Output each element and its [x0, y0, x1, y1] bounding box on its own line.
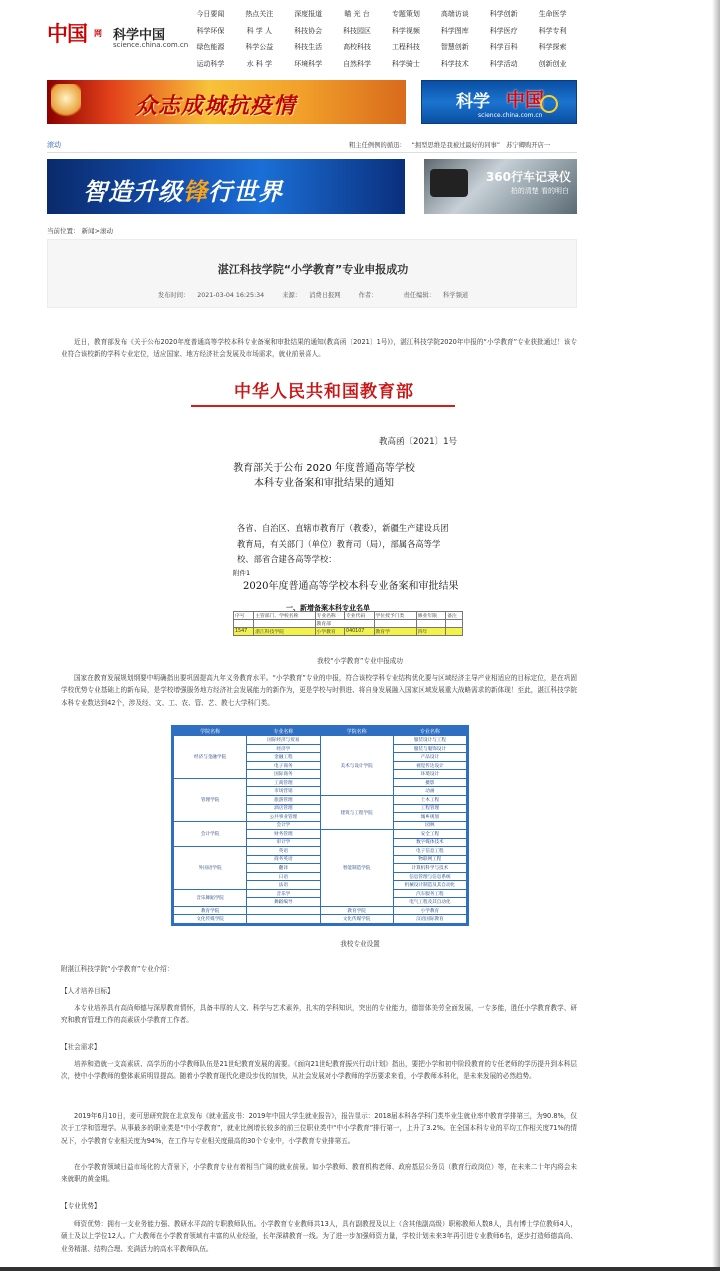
nav-link[interactable]: 科学创新 [489, 10, 518, 18]
majors-major: 数字媒体技术 [393, 838, 466, 847]
section-heading-goal: 【人才培养目标】 [61, 987, 114, 995]
majors-college: 外国语学院 [174, 847, 247, 890]
page-bottom-edge [0, 1267, 720, 1271]
banner-dashcam-sub: 拍的清楚 看的明白 [510, 187, 569, 195]
image-caption-2: 我校专业设置 [340, 940, 380, 948]
majors-major: 物联网工程 [393, 855, 466, 864]
doc-table [233, 611, 463, 636]
nav-link[interactable]: 高端访谈 [440, 10, 469, 18]
editor-label: 责任编辑： [403, 292, 435, 299]
dashcam-graphic [430, 169, 468, 197]
nav-row [186, 39, 577, 56]
logo-url: science.china.com.cn [113, 41, 189, 49]
majors-major [247, 915, 320, 924]
nav-link[interactable]: 环境科学 [294, 59, 323, 68]
nav-link[interactable]: 深度报道 [294, 10, 323, 18]
nav-link[interactable]: 自然科学 [343, 59, 372, 68]
majors-college: 教育学院 [320, 906, 393, 915]
doc-table-cell [416, 620, 445, 628]
majors-college: 文化传媒学院 [320, 915, 393, 924]
breadcrumb-sep: > [94, 227, 101, 235]
majors-major: 服装设计与工程 [393, 736, 466, 745]
doc-table-header [234, 612, 463, 620]
article-paragraph-3: 本专业培养具有高尚师德与深厚教育情怀，具备丰厚的人文、科学与艺术素养，扎实的学科知识，突出的专业能力，德智体美劳全面发展，一专多能，胜任小学教育教学、研究和教育管理工作的高素质小学教育工作者。 [61, 1004, 577, 1025]
doc-table-header-cell: 学位授予门类 [374, 612, 416, 620]
section-heading-advantage: 【专业优势】 [61, 1202, 101, 1210]
nav-link[interactable]: 智慧创新 [440, 43, 469, 51]
news-ticker [349, 140, 577, 149]
doc-table-cell [374, 620, 416, 628]
majors-major: 安全工程 [393, 830, 466, 839]
banner-smart-text [83, 172, 283, 207]
doc-number: 教高函〔2021〕1号 [378, 437, 457, 447]
page-edge-shadow [712, 0, 720, 1271]
nav-link[interactable]: 科学视频 [391, 26, 420, 35]
nav-link[interactable]: 工程科技 [391, 43, 420, 51]
doc-table-header-cell: 备注 [446, 612, 463, 620]
banner-smart-manufacturing[interactable] [47, 159, 405, 214]
majors-major: 舞蹈编导 [247, 898, 320, 907]
banner-dashcam[interactable] [424, 159, 577, 214]
source-value: 消费日报网 [309, 292, 341, 299]
majors-major: 工商管理 [247, 778, 320, 787]
breadcrumb-news[interactable]: 新闻 [81, 227, 95, 235]
nav-link[interactable]: 科技协会 [294, 26, 323, 35]
nav-link[interactable]: 科学医疗 [489, 26, 518, 35]
banner-science-china[interactable] [421, 80, 577, 124]
majors-header-cell: 专业名称 [393, 727, 466, 736]
majors-college: 智能制造学院 [320, 830, 393, 907]
majors-row [174, 736, 467, 745]
doc-title-line1: 教育部关于公布 2020 年度普通高等学校 [233, 463, 415, 474]
majors-major: 财务管理 [247, 830, 320, 839]
article-paragraph-7: 师资优势：拥有一支业务能力强、教研水平高的专职教师队伍。小学教育专业教师共13人，具有副教授及以上（含其他副高级）职称教师人数8人，具有博士学位教师4人，硕士及以上学位12人。广大教师在小学教育领域有丰富的从业经验，长年深耕教育一线。为了进一步加强师资力量，学校计划未来3年再引进专业教师6名，逐步打造师德高尚、业务精湛、结构合理、充满活力的高水平教师队伍。 [61, 1220, 577, 1253]
author [355, 292, 390, 299]
doc-table-cell: 040107 [345, 628, 374, 636]
nav-link[interactable]: 绿色能源 [196, 43, 225, 51]
nav-link[interactable]: 科学技术 [440, 59, 469, 68]
majors-major: 翻译 [247, 864, 320, 873]
majors-major: 视觉传达设计 [393, 761, 466, 770]
majors-major: 城乡规划 [393, 813, 466, 822]
majors-header-row [174, 727, 467, 736]
majors-college: 建筑与工程学院 [320, 795, 393, 829]
majors-major: 日语 [247, 872, 320, 881]
nav-link[interactable]: 生命医学 [538, 10, 567, 18]
doc-table-cell: 教育学 [374, 628, 416, 636]
nav-link[interactable]: 高校科技 [343, 43, 372, 51]
majors-college: 教育学院 [174, 906, 247, 915]
majors-major: 汉语国际教育 [393, 915, 466, 924]
doc-table-cell: 1547 [234, 628, 254, 636]
majors-major: 会计学 [247, 821, 320, 830]
banner-smart-text-c: 行世界 [208, 178, 283, 206]
nav-link[interactable]: 科学环保 [196, 26, 225, 35]
article-paragraph-6: 在小学教育领域日益市场化的大背景下，小学教育专业有着相当广阔的就业前景。如小学教师、教育机构老师、政府基层公务员（教育行政岗位）等，在未来二十年内将会未来就职的黄金期。 [61, 1163, 577, 1184]
majors-major: 国际经济与贸易 [247, 736, 320, 745]
breadcrumb [47, 226, 113, 235]
banner-science-text: 科学 [456, 92, 490, 112]
majors-major: 工程管理 [393, 804, 466, 813]
majors-major: 电气工程及其自动化 [393, 898, 466, 907]
nav-row [186, 6, 577, 23]
nav-link[interactable]: 科技园区 [343, 26, 372, 35]
majors-table-image [171, 725, 469, 926]
majors-major: 服装与服饰设计 [393, 744, 466, 753]
majors-college: 经济与金融学院 [174, 736, 247, 779]
majors-major: 市场营销 [247, 787, 320, 796]
majors-row [174, 906, 467, 915]
majors-major: 经济学 [247, 744, 320, 753]
majors-college: 美术与设计学院 [320, 736, 393, 796]
majors-major: 计算机科学与技术 [393, 864, 466, 873]
breadcrumb-roll[interactable]: 滚动 [100, 227, 114, 235]
majors-major: 汽车服务工程 [393, 889, 466, 898]
majors-major: 法语 [247, 881, 320, 890]
doc-attachment-label: 附件1 [233, 569, 251, 577]
banner-anti-epidemic[interactable] [47, 80, 406, 124]
publish-time [154, 292, 268, 299]
majors-major: 音乐学 [247, 889, 320, 898]
ticker-item[interactable]: “拥型思维是我被过最好的同事” [411, 142, 501, 149]
nav-link[interactable]: 科技生活 [294, 43, 323, 51]
logo-zhongguo: 中国 [47, 21, 87, 46]
majors-major: 信息管理与信息系统 [393, 872, 466, 881]
article-paragraph-1: 近日，教育部发布《关于公布2020年度普通高等学校本科专业备案和审批结果的通知(教高函〔2021〕1号)》，湛江科技学院2020年申报的“小学教育”专业获批通过！该专业符合该校新的学科专业定位，适应国家、地方经济社会发展及市场需求，就业前景喜人。 [61, 338, 577, 359]
nav-link[interactable]: 创新创业 [538, 59, 567, 68]
source-label: 来源： [282, 292, 302, 299]
doc-table-cell [446, 628, 463, 636]
nav-link[interactable]: 运动科学 [196, 59, 225, 68]
doc-addressee: 各省、自治区、直辖市教育厅（教委），新疆生产建设兵团教育局，有关部门（单位）教育司（局），部属各高等学校、部省合建各高等学校： [237, 523, 449, 564]
banner-china-text: 中国 [506, 89, 545, 111]
majors-major: 审计学 [247, 838, 320, 847]
majors-header-cell: 学院名称 [174, 727, 247, 736]
doc-table-subtitle: 一、新增备案本科专业名单 [286, 604, 370, 612]
doc-table-cell: 教育部 [315, 620, 374, 628]
majors-major: 小学教育 [393, 906, 466, 915]
nav-link[interactable]: 热点关注 [245, 10, 274, 18]
editor-value: 科学频道 [442, 292, 469, 299]
majors-major: 机械设计制造及其自动化 [393, 881, 466, 890]
doc-org: 中华人民共和国教育部 [234, 382, 414, 402]
majors-major: 英语 [247, 847, 320, 856]
nav-link[interactable]: 科学探索 [538, 43, 567, 51]
majors-major: 电子信息工程 [393, 847, 466, 856]
doc-table-header-cell: 主管部门、学校名称 [254, 612, 315, 620]
nav-row [186, 23, 577, 40]
fist-graphic [51, 84, 81, 120]
intro-line: 附湛江科技学院“小学教育”专业介绍： [61, 965, 174, 973]
article-meta [48, 290, 578, 299]
majors-major: 酒店管理 [247, 804, 320, 813]
doc-table-cell [234, 620, 254, 628]
majors-college: 会计学院 [174, 821, 247, 847]
doc-table-header-cell: 专业名称 [315, 612, 344, 620]
banner-dashcam-title: 360行车记录仪 [485, 170, 571, 184]
moe-notice-image [185, 369, 463, 647]
nav-row [186, 56, 577, 73]
doc-title-line2: 本科专业备案和审批结果的通知 [254, 478, 394, 489]
ticker-item[interactable]: 粗主任例例的循迅： [349, 142, 406, 149]
majors-row [174, 915, 467, 924]
author-label: 作者： [358, 292, 378, 299]
roll-label[interactable]: 滚动 [47, 141, 61, 149]
logo-site-name: 科学中国 [113, 28, 166, 43]
majors-major: 公共事业管理 [247, 813, 320, 822]
majors-header-cell: 专业名称 [247, 727, 320, 736]
doc-table-header-cell: 序号 [234, 612, 254, 620]
article-title: 湛江科技学院“小学教育”专业申报成功 [217, 263, 409, 276]
section-heading-demand: 【社会需求】 [61, 1043, 101, 1051]
majors-table [173, 727, 467, 924]
majors-major: 动画 [393, 787, 466, 796]
nav-link[interactable]: 科学图库 [440, 26, 469, 35]
doc-title [185, 461, 463, 491]
logo-wang: 网 [94, 29, 102, 38]
doc-table-cell [254, 620, 315, 628]
article-paragraph-2: 国家在教育发展规划纲要中明确指出要巩固提高九年义务教育水平。“小学教育”专业的申报，符合该校学科专业结构优化要与区域经济主导产业相适应的目标定位，是在巩固学校优势专业基础上的新布局，是学校增强服务地方经济社会发展能力的新作为，更是学校与时俱进、将自身发展融入国家区域发展重大战略需求的新体现！至此，湛江科技学院本科专业数达到42个，涉及经、文、工、农、管、艺、教七大学科门类。 [61, 674, 577, 707]
nav-link[interactable]: 水 科 学 [246, 59, 273, 68]
publish-value: 2021-03-04 16:25:34 [197, 292, 265, 299]
majors-major: 商务英语 [247, 855, 320, 864]
majors-major: 园林 [393, 821, 466, 830]
majors-major: 产品设计 [393, 753, 466, 762]
nav-link[interactable]: 瞄 光 台 [344, 10, 370, 18]
article-header [47, 239, 577, 308]
majors-header-cell: 学院名称 [320, 727, 393, 736]
nav-link[interactable]: 科学公益 [245, 43, 274, 51]
doc-attachment-title: 2020年度普通高等学校本科专业备案和审批结果 [243, 581, 459, 592]
majors-major: 摄影 [393, 778, 466, 787]
ticker-item[interactable]: 苏宁卿购开店一 [506, 142, 551, 149]
nav-link[interactable]: 科学活动 [489, 59, 518, 68]
site-logo[interactable] [47, 18, 187, 48]
doc-table-row-highlight [234, 628, 463, 636]
banner-anti-epidemic-text: 众志成城抗疫情 [135, 93, 297, 119]
divider [47, 152, 577, 153]
image-caption-1: 我校“小学教育”专业申报成功 [317, 657, 403, 665]
article-paragraph-5: 2019年6月10日，麦可思研究院在北京发布《就业蓝皮书：2019年中国大学生就业报告》，报告显示：2018届本科各学科门类毕业生就业率中教育学排第三，为90.8%，仅次于工学和管理学。从事最多的职业类是“中小学教育”，就业比例增长较多的前三位职业类中“中小学教育”排行第一，上升了3.2%。在全国本科专业的平均工作相关度71%的情况下，小学教育专业相关度为94%，在工作与专业相关度最高的30个专业中，小学教育专业排第五。 [61, 1112, 577, 1145]
publish-label: 发布时间： [157, 292, 190, 299]
doc-table-header-cell: 修业年限 [416, 612, 445, 620]
banner-smart-text-b: 锋 [183, 178, 208, 206]
nav-link[interactable]: 今日要闻 [196, 10, 225, 18]
majors-major [247, 906, 320, 915]
majors-college: 管理学院 [174, 778, 247, 821]
globe-icon [540, 95, 558, 113]
breadcrumb-label: 当前位置： [47, 227, 80, 235]
doc-table-cell: 四年 [416, 628, 445, 636]
doc-red-line [191, 405, 455, 407]
banner-science-url: science.china.com.cn [478, 112, 543, 119]
nav-link[interactable]: 科学骑士 [391, 59, 420, 68]
majors-major: 国际商务 [247, 770, 320, 779]
doc-table-subheader [234, 620, 463, 628]
nav-link[interactable]: 专题策划 [391, 10, 420, 18]
source [278, 292, 344, 299]
nav-link[interactable]: 科学百科 [489, 43, 518, 51]
banner-smart-text-a: 智造升级 [83, 178, 183, 206]
doc-table-header-cell: 专业代码 [345, 612, 374, 620]
doc-table-cell: 湛江科技学院 [254, 628, 315, 636]
editor [400, 292, 473, 299]
majors-major: 金融工程 [247, 753, 320, 762]
majors-college: 文化传媒学院 [174, 915, 247, 924]
majors-major: 土木工程 [393, 795, 466, 804]
nav-link[interactable]: 科学专利 [538, 26, 567, 35]
majors-major: 电子商务 [247, 761, 320, 770]
majors-college: 音乐舞蹈学院 [174, 889, 247, 906]
doc-table-cell: 小学教育 [315, 628, 344, 636]
top-nav [186, 6, 577, 72]
doc-table-cell [446, 620, 463, 628]
majors-major: 旅游管理 [247, 795, 320, 804]
majors-major: 环境设计 [393, 770, 466, 779]
article-paragraph-4: 培养和造就一支高素质、高学历的小学教师队伍是21世纪教育发展的需要。《面向21世纪教育振兴行动计划》指出，要把小学和初中阶段教育的专任老师的学历提升到本科层次，使中小学教师的整体素质明显提高。随着小学教育现代化建设步伐的加快，从社会发展对小学教师的学历要求来看，小学教师本科化，是未来发展的必然趋势。 [61, 1060, 577, 1081]
nav-link[interactable]: 科 学 人 [246, 26, 273, 35]
